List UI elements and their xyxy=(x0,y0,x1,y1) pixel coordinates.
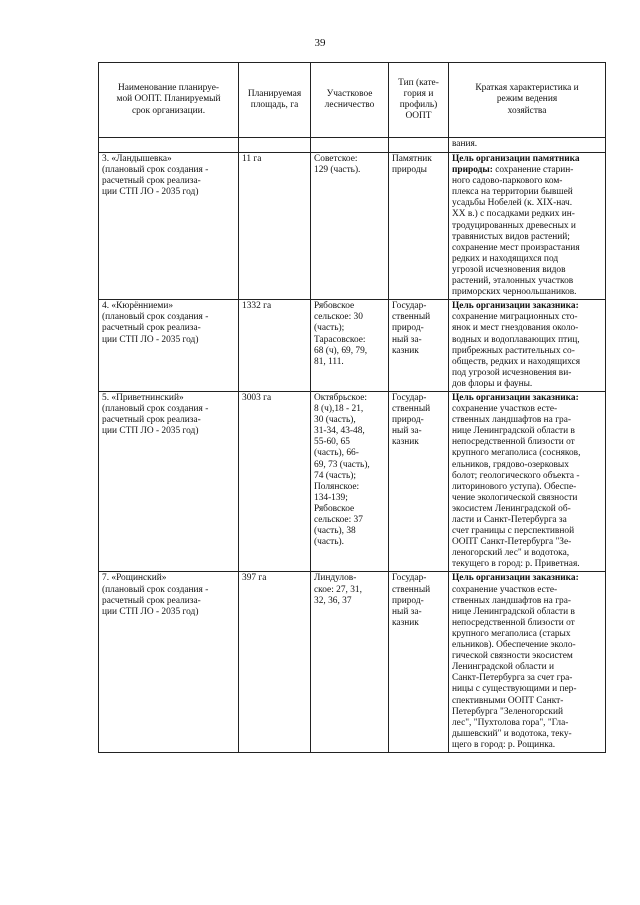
forestry-line: 8 (ч),18 - 21, xyxy=(314,404,364,415)
forestry-line: Тарасовское: xyxy=(314,334,366,345)
area-value: 397 га xyxy=(242,573,267,584)
description-line: нице Ленинградской области в xyxy=(452,606,575,617)
forestry-line: (часть), 38 xyxy=(314,526,356,537)
goal-title xyxy=(452,165,602,176)
header-name xyxy=(99,63,239,138)
description-line: нице Ленинградской области в xyxy=(452,426,575,437)
header-description xyxy=(449,63,606,138)
description-line: ельников). Обеспечение эколо- xyxy=(452,640,576,651)
forestry-line: 32, 36, 37 xyxy=(314,595,352,606)
forestry-line: 30 (часть), xyxy=(314,415,356,426)
area-cell xyxy=(239,153,311,300)
description-cell xyxy=(449,300,606,392)
goal-title xyxy=(452,154,602,165)
description-line: ельников, грядово-озерковых xyxy=(452,459,569,470)
type-line: Памятник xyxy=(392,154,432,164)
forestry-line: Рябовское xyxy=(314,301,355,312)
description-line: спективными ООПТ Санкт- xyxy=(452,695,564,706)
description-line: плекса на территории бывшей xyxy=(452,187,573,198)
description-cell xyxy=(449,153,606,300)
forestry-line: 134-139; xyxy=(314,492,348,503)
type-line: Государ- xyxy=(392,301,427,312)
table-row xyxy=(99,391,606,572)
description-line: крупного мегаполиса (сосняков, xyxy=(452,448,581,459)
description-line: янок и мест гнездования около- xyxy=(452,323,579,334)
description-line: прибрежных растительных со- xyxy=(452,345,575,356)
type-line: природы xyxy=(392,165,427,176)
description-line: Петербурга "Зеленогорский xyxy=(452,706,563,717)
goal-title-bold: Цель организации заказника: xyxy=(452,573,579,584)
page-number: 39 xyxy=(314,37,326,49)
description-line: обществ, редких и находящихся xyxy=(452,356,581,367)
forestry-line: (часть). xyxy=(314,537,344,548)
ooft-name-line: ции СТП ЛО - 2035 год) xyxy=(102,187,199,198)
ooft-name-line: 3. «Ландышевка» xyxy=(102,154,172,164)
description-line: гической связности экосистем xyxy=(452,651,573,662)
description-line: литоринового уступа). Обеспе- xyxy=(452,481,577,492)
ooft-name-line: ции СТП ЛО - 2035 год) xyxy=(102,606,199,617)
area-cell xyxy=(239,300,311,392)
description-line: ницы с существующими и пер- xyxy=(452,684,577,695)
type-line: казник xyxy=(392,617,419,628)
header-text-line: хозяйства xyxy=(507,105,547,116)
description-line: угрозой исчезновения видов xyxy=(452,264,566,275)
area-value: 11 га xyxy=(242,154,262,164)
goal-title-bold: Цель организации заказника: xyxy=(452,301,579,312)
forestry-line: (часть), 66- xyxy=(314,448,359,459)
ooft-name-line: расчетный срок реализа- xyxy=(102,323,201,334)
header-type xyxy=(389,63,449,138)
description-line: Санкт-Петербурга за счет гра- xyxy=(452,673,573,684)
description-line: сохранение участков есте- xyxy=(452,584,558,595)
forestry-cell xyxy=(311,300,389,392)
forestry-line: 68 (ч), 69, 79, xyxy=(314,345,368,356)
ooft-name-line: 5. «Приветнинский» xyxy=(102,392,184,403)
ooft-name-line: расчетный срок реализа- xyxy=(102,595,201,606)
type-line: ный за- xyxy=(392,606,422,617)
header-text-line: лесничество xyxy=(324,100,375,110)
goal-title xyxy=(452,573,602,584)
description-line: непосредственной близости от xyxy=(452,437,575,448)
ooft-name-cell xyxy=(99,300,239,392)
type-line: ный за- xyxy=(392,426,422,437)
description-line: чение экологической связности xyxy=(452,492,578,503)
description-line: Ленинградской области и xyxy=(452,662,554,673)
description-line: щего в город: р. Рощинка. xyxy=(452,739,556,750)
forestry-line: ское: 27, 31, xyxy=(314,584,362,595)
forestry-line: Полянское: xyxy=(314,481,360,492)
type-cell xyxy=(389,391,449,572)
goal-title-bold: Цель организации памятника xyxy=(452,154,580,164)
forestry-cell xyxy=(311,153,389,300)
header-text-line: срок организации. xyxy=(131,105,206,116)
continuation-row xyxy=(99,138,606,153)
description-line: усадьбы Нобелей (к. XIX-нач. xyxy=(452,198,573,209)
ooft-name-line: (плановый срок создания - xyxy=(102,312,209,323)
ooft-name-cell xyxy=(99,391,239,572)
header-text-line: площадь, га xyxy=(250,100,299,110)
table-row xyxy=(99,572,606,753)
description-line: ственных ландшафтов на гра- xyxy=(452,595,572,606)
type-cell xyxy=(389,572,449,753)
description-line: лес", "Пухтолова гора", "Гла- xyxy=(452,717,569,728)
type-cell xyxy=(389,153,449,300)
forestry-line: 31-34, 43-48, xyxy=(314,426,365,437)
area-cell xyxy=(239,572,311,753)
forestry-line: 69, 73 (часть), xyxy=(314,459,370,470)
header-text-line: Планируемая xyxy=(247,88,302,99)
ooft-name-line: (плановый срок создания - xyxy=(102,584,209,595)
ooft-name-line: ции СТП ЛО - 2035 год) xyxy=(102,426,199,437)
description-line: приморских черноольшаников. xyxy=(452,287,577,298)
description-line: текущего в город: р. Приветная. xyxy=(452,559,580,570)
type-line: природ- xyxy=(392,323,424,334)
header-text-line: профиль) xyxy=(399,100,438,110)
forestry-cell xyxy=(311,572,389,753)
forestry-line: 129 (часть). xyxy=(314,165,361,176)
description-line: ственных ландшафтов на гра- xyxy=(452,415,572,426)
type-line: ственный xyxy=(392,312,431,323)
description-line: сохранение миграционных сто- xyxy=(452,312,578,323)
description-line: тродуцированных древесных и xyxy=(452,220,576,231)
type-line: ный за- xyxy=(392,334,422,345)
description-line: редких и находящихся под xyxy=(452,253,559,264)
ooft-name-cell xyxy=(99,153,239,300)
table-header-row xyxy=(99,63,606,138)
description-cell xyxy=(449,572,606,753)
description-line: сохранение участков есте- xyxy=(452,404,558,415)
ooft-name-line: (плановый срок создания - xyxy=(102,404,209,415)
ooft-name-line: расчетный срок реализа- xyxy=(102,176,201,187)
type-line: ственный xyxy=(392,404,431,415)
header-text-line: Участковое xyxy=(326,88,373,99)
type-line: казник xyxy=(392,345,419,356)
table-row xyxy=(99,300,606,392)
type-line: казник xyxy=(392,437,419,448)
description-cell xyxy=(449,391,606,572)
forestry-line: 74 (часть); xyxy=(314,470,356,481)
forestry-line: Советское: xyxy=(314,154,358,164)
goal-title-continuation: сохранение старин- xyxy=(492,165,574,176)
continuation-text: вания. xyxy=(452,139,478,149)
header-text-line: ООПТ xyxy=(405,111,432,122)
description-line: под угрозой исчезновения ви- xyxy=(452,367,572,378)
header-text-line: Наименование планируе- xyxy=(117,83,220,94)
description-line: XX в.) с посадками редких ин- xyxy=(452,209,575,220)
forestry-line: 81, 111. xyxy=(314,356,344,367)
goal-title-bold: природы: xyxy=(452,165,493,176)
header-text-line: мой ООПТ. Планируемый xyxy=(116,94,221,105)
description-line: травянистых видов растений; xyxy=(452,231,570,242)
type-line: природ- xyxy=(392,595,424,606)
ooft-name-line: расчетный срок реализа- xyxy=(102,415,201,426)
ooft-name-line: ции СТП ЛО - 2035 год) xyxy=(102,334,199,345)
header-area xyxy=(239,63,311,138)
forestry-line: Рябовское xyxy=(314,503,355,514)
area-cell xyxy=(239,391,311,572)
type-cell xyxy=(389,300,449,392)
goal-title xyxy=(452,301,602,312)
description-line: ного садово-паркового ком- xyxy=(452,176,563,187)
header-text-line: гория и xyxy=(403,88,434,99)
header-text-line: режим ведения xyxy=(496,94,558,105)
ooft-name-line: 4. «Кюрённиеми» xyxy=(102,301,174,312)
forestry-line: Октябрьское: xyxy=(314,392,368,403)
description-line: сохранение мест произрастания xyxy=(452,242,580,253)
table-row xyxy=(99,153,606,300)
ooft-name-line: (плановый срок создания - xyxy=(102,165,209,176)
forestry-line: Линдулов- xyxy=(314,573,357,584)
description-line: водных и водоплавающих птиц, xyxy=(452,334,580,345)
ooft-name-line: 7. «Рощинский» xyxy=(102,573,167,584)
description-line: дышевский" и водотока, теку- xyxy=(452,728,572,739)
forestry-line: (часть); xyxy=(314,323,345,334)
type-line: природ- xyxy=(392,415,424,426)
ooft-name-cell xyxy=(99,572,239,753)
goal-title xyxy=(452,393,602,404)
area-value: 3003 га xyxy=(242,392,272,403)
description-line: экосистем Ленинградской об- xyxy=(452,503,571,514)
forestry-line: сельское: 37 xyxy=(314,515,363,525)
description-line: дов флоры и фауны. xyxy=(452,378,533,389)
description-line: крупного мегаполиса (старых xyxy=(452,628,571,639)
description-line: растений, эталонных участков xyxy=(452,276,574,287)
forestry-line: сельское: 30 xyxy=(314,312,363,323)
header-forestry xyxy=(311,63,389,138)
description-line: болот; геологического объекта - xyxy=(452,470,580,481)
protected-areas-table xyxy=(98,62,606,753)
header-text-line: Краткая характеристика и xyxy=(475,83,579,94)
description-line: леногорский лес" и водотока, xyxy=(452,548,570,559)
forestry-cell xyxy=(311,391,389,572)
area-value: 1332 га xyxy=(242,301,272,312)
type-line: Государ- xyxy=(392,392,427,403)
description-line: непосредственной близости от xyxy=(452,617,575,628)
forestry-line: 55-60, 65 xyxy=(314,437,350,448)
description-line: счет границы с перспективной xyxy=(452,526,575,537)
description-line: ласти и Санкт-Петербурга за xyxy=(452,515,567,525)
header-text-line: Тип (кате- xyxy=(398,77,439,88)
type-line: ственный xyxy=(392,584,431,595)
description-line: ООПТ Санкт-Петербурга "Зе- xyxy=(452,537,572,548)
goal-title-bold: Цель организации заказника: xyxy=(452,392,579,403)
type-line: Государ- xyxy=(392,573,427,584)
